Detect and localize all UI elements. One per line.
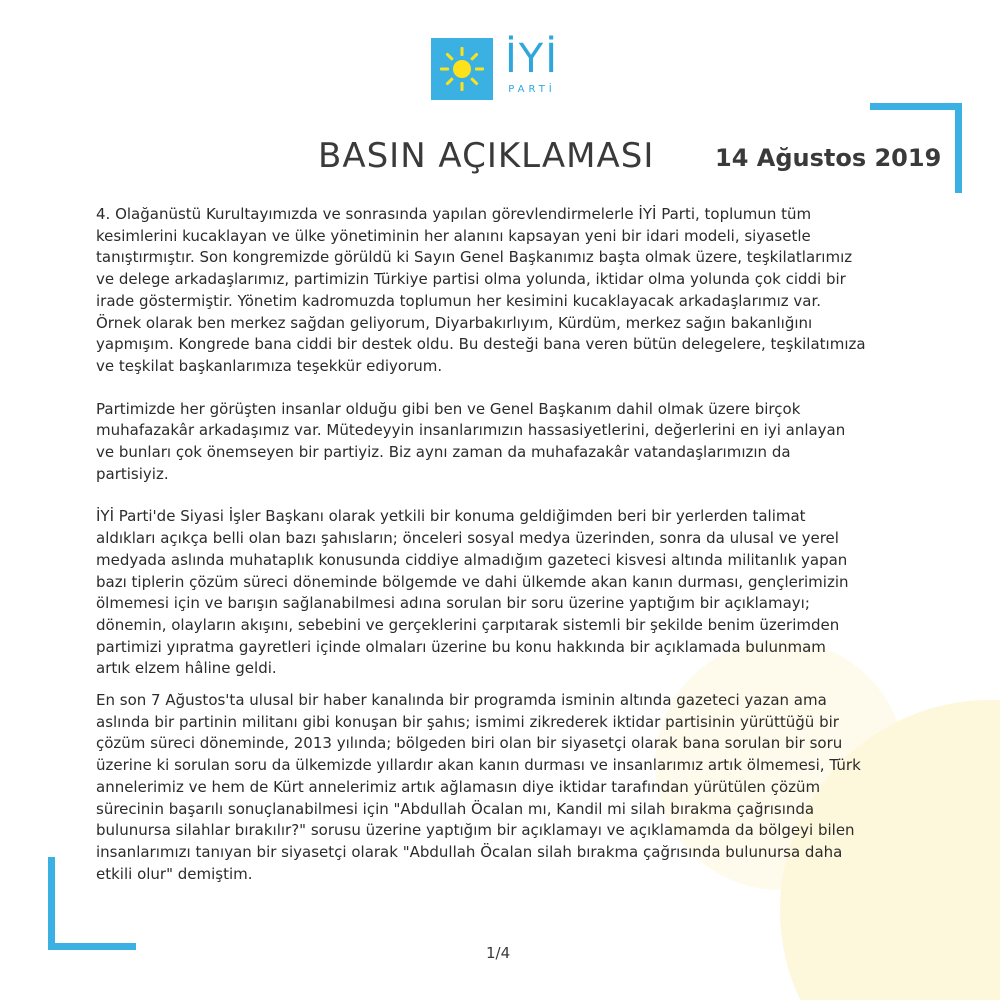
corner-frame-bottom-left bbox=[48, 857, 55, 950]
paragraph-1: 4. Olağanüstü Kurultayımızda ve sonrasında yapılan görevlendirmelerle İYİ Parti, toplumun tüm kesimlerini kucaklayan ve ülke yönetiminin her alanını kapsayan yeni bir idari modeli, siyasetle tanıştırmıştır. Son kongremizde görüldü ki Sayın Genel Başkanımız başta olmak üzere, teşkilatlarımız ve delege arkadaşlarımız, partimizin Türkiye partisi olma yolunda, iktidar olma yolunda çok ciddi bir irade göstermiştir. Yönetim kadromuzda toplumun her kesimini kucaklayacak arkadaşlarımız var. Örnek olarak ben merkez sağdan geliyorum, Diyarbakırlıyım, Kürdüm, merkez sağın bakanlığını yapmışım. Kongrede bana ciddi bir destek oldu. Bu desteği bana veren bütün delegelere, teşkilatımıza ve teşkilat başkanlarımıza teşekkür ediyorum. bbox=[96, 205, 866, 375]
corner-frame-top-right bbox=[870, 103, 962, 110]
press-release-body bbox=[96, 204, 966, 885]
paragraph-2: Partimizde her görüşten insanlar olduğu gibi ben ve Genel Başkanım dahil olmak üzere birçok muhafazakâr arkadaşımız var. Mütedeyyin insanlarımızın hassasiyetlerini, değerlerini en iyi anlayan ve bunları çok önemseyen bir partiyiz. Biz aynı zaman da muhafazakâr vatandaşlarımızın da partisiyiz. bbox=[96, 399, 846, 483]
document-date: 14 Ağustos 2019 bbox=[715, 144, 942, 172]
sun-icon bbox=[431, 38, 493, 100]
corner-frame-top-right-vertical bbox=[955, 103, 962, 193]
logo-subtitle: PARTİ bbox=[508, 84, 556, 95]
logo-wordmark bbox=[505, 38, 559, 95]
paragraph-3: İYİ Parti'de Siyasi İşler Başkanı olarak yetkili bir konuma geldiğimden beri bir yerlerden talimat aldıkları açıkça belli olan bazı şahısların; önceleri sosyal medya üzerinden, sonra da ulusal ve yerel medyada aslında muhataplık konusunda ciddiye almadığım gazeteci kisvesi altında militanlık yapan bazı tiplerin çözüm süreci döneminde bölgemde ve dahi ülkemde akan kanın durması, gençlerimizin ölmemesi için ve barışın sağlanabilmesi adına sorulan bir soru üzerine yaptığım bir açıklamayı; dönemin, olayların akışını, sebebini ve gerçeklerini çarpıtarak sistemli bir şekilde benim üzerimden partimizi yıpratma gayretleri içinde olmaları üzerine bu konu hakkında bir açıklamada bulunmam artık elzem hâline geldi. bbox=[96, 507, 849, 678]
logo-word: İYİ bbox=[505, 36, 560, 82]
sun-icon-graphic bbox=[437, 44, 487, 94]
paragraph-4: En son 7 Ağustos'ta ulusal bir haber kanalında bir programda isminin altında gazeteci yazan ama aslında bir partinin militanı gibi konuşan bir şahıs; ismimi zikrederek iktidar partisinin yürüttüğü bir çözüm süreci döneminde, 2013 yılında; bölgeden biri olan bir siyasetçi olarak bana sorulan bir soru üzerine ki sorulan soru da ülkemizde yıllardır akan kanın durması ve insanlarımız artık ölmemesi, Türk annelerimiz ve hem de Kürt annelerimiz artık ağlamasın diye iktidar tarafından yürütülen çözüm sürecinin başarılı sonuçlanabilmesi için "Abdullah Öcalan mı, Kandil mi silah bırakma çağrısında bulunursa silahlar bırakılır?" sorusu üzerine yaptığım bir açıklamayı ve açıklamamda da bölgeyi bilen insanlarımızı tanıyan bir siyasetçi olarak "Abdullah Öcalan silah bırakma çağrısında bulunursa daha etkili olur" demiştim. bbox=[96, 691, 861, 883]
party-logo bbox=[431, 38, 559, 100]
corner-frame-bottom-left-horizontal bbox=[48, 943, 136, 950]
page-number: 1/4 bbox=[486, 944, 511, 962]
document-title: BASIN AÇIKLAMASI bbox=[318, 136, 655, 176]
